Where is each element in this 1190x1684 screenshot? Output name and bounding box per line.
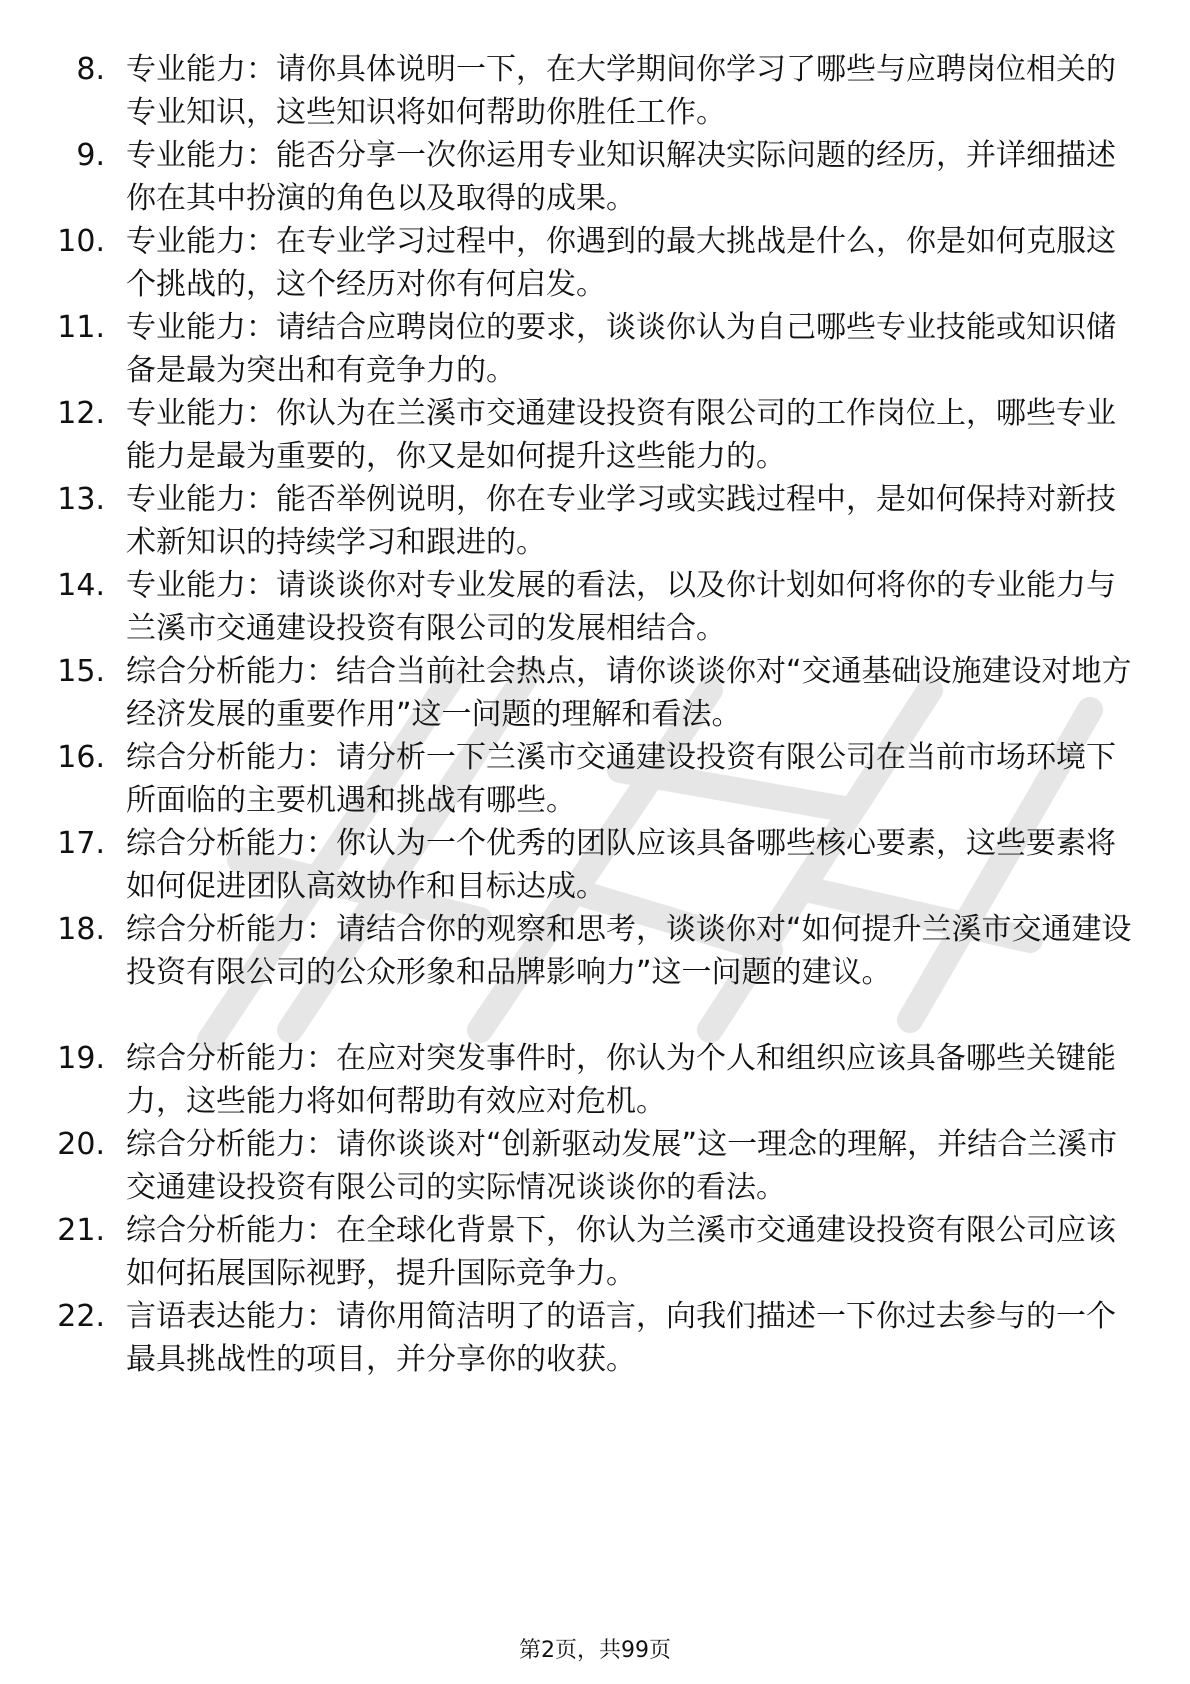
question-number: 16. bbox=[57, 740, 105, 775]
question-text: 综合分析能力：结合当前社会热点，请你谈谈你对“交通基础设施建设对地方经济发展的重要作用”这一问题的理解和看法。 bbox=[126, 654, 1132, 732]
question-number: 8. bbox=[76, 52, 105, 87]
question-list bbox=[0, 48, 1190, 1381]
question-text: 综合分析能力：在应对突发事件时，你认为个人和组织应该具备哪些关键能力，这些能力将如何帮助有效应对危机。 bbox=[126, 1041, 1116, 1119]
question-text: 专业能力：请你具体说明一下，在大学期间你学习了哪些与应聘岗位相关的专业知识，这些知识将如何帮助你胜任工作。 bbox=[126, 52, 1116, 130]
question-text: 专业能力：能否举例说明，你在专业学习或实践过程中，是如何保持对新技术新知识的持续学习和跟进的。 bbox=[126, 482, 1116, 560]
question-item bbox=[0, 1295, 1190, 1381]
question-item bbox=[0, 392, 1190, 478]
question-item bbox=[0, 134, 1190, 220]
question-item bbox=[0, 650, 1190, 736]
question-item bbox=[0, 306, 1190, 392]
question-text: 综合分析能力：请你谈谈对“创新驱动发展”这一理念的理解，并结合兰溪市交通建设投资有限公司的实际情况谈谈你的看法。 bbox=[126, 1127, 1118, 1205]
question-item bbox=[0, 478, 1190, 564]
question-number: 12. bbox=[57, 396, 105, 431]
question-item bbox=[0, 1123, 1190, 1209]
question-number: 9. bbox=[76, 138, 105, 173]
question-item bbox=[0, 822, 1190, 908]
question-text: 专业能力：请谈谈你对专业发展的看法，以及你计划如何将你的专业能力与兰溪市交通建设投资有限公司的发展相结合。 bbox=[126, 568, 1116, 646]
question-number: 20. bbox=[57, 1127, 105, 1162]
question-number: 21. bbox=[57, 1213, 105, 1248]
question-item bbox=[0, 564, 1190, 650]
question-text: 专业能力：请结合应聘岗位的要求，谈谈你认为自己哪些专业技能或知识储备是最为突出和有竞争力的。 bbox=[126, 310, 1116, 388]
question-text: 综合分析能力：你认为一个优秀的团队应该具备哪些核心要素，这些要素将如何促进团队高效协作和目标达成。 bbox=[126, 826, 1116, 904]
question-item bbox=[0, 220, 1190, 306]
question-item bbox=[0, 1037, 1190, 1123]
question-number: 22. bbox=[57, 1299, 105, 1334]
question-text: 专业能力：你认为在兰溪市交通建设投资有限公司的工作岗位上，哪些专业能力是最为重要的，你又是如何提升这些能力的。 bbox=[126, 396, 1116, 474]
question-text: 综合分析能力：请结合你的观察和思考，谈谈你对“如何提升兰溪市交通建设投资有限公司的公众形象和品牌影响力”这一问题的建议。 bbox=[126, 912, 1132, 990]
question-text: 专业能力：能否分享一次你运用专业知识解决实际问题的经历，并详细描述你在其中扮演的角色以及取得的成果。 bbox=[126, 138, 1116, 216]
question-item bbox=[0, 48, 1190, 134]
question-number: 15. bbox=[57, 654, 105, 689]
question-number: 10. bbox=[57, 224, 105, 259]
question-item bbox=[0, 908, 1190, 1037]
page-footer: 第2页，共99页 bbox=[519, 1638, 671, 1663]
question-item bbox=[0, 1209, 1190, 1295]
question-number: 19. bbox=[57, 1041, 105, 1076]
question-number: 17. bbox=[57, 826, 105, 861]
question-number: 14. bbox=[57, 568, 105, 603]
question-text: 综合分析能力：请分析一下兰溪市交通建设投资有限公司在当前市场环境下所面临的主要机遇和挑战有哪些。 bbox=[126, 740, 1116, 818]
question-text: 专业能力：在专业学习过程中，你遇到的最大挑战是什么，你是如何克服这个挑战的，这个经历对你有何启发。 bbox=[126, 224, 1116, 302]
question-text: 言语表达能力：请你用简洁明了的语言，向我们描述一下你过去参与的一个最具挑战性的项目，并分享你的收获。 bbox=[126, 1299, 1116, 1377]
question-number: 11. bbox=[57, 310, 105, 345]
question-number: 18. bbox=[57, 912, 105, 947]
question-number: 13. bbox=[57, 482, 105, 517]
question-text: 综合分析能力：在全球化背景下，你认为兰溪市交通建设投资有限公司应该如何拓展国际视野，提升国际竞争力。 bbox=[126, 1213, 1116, 1291]
question-item bbox=[0, 736, 1190, 822]
